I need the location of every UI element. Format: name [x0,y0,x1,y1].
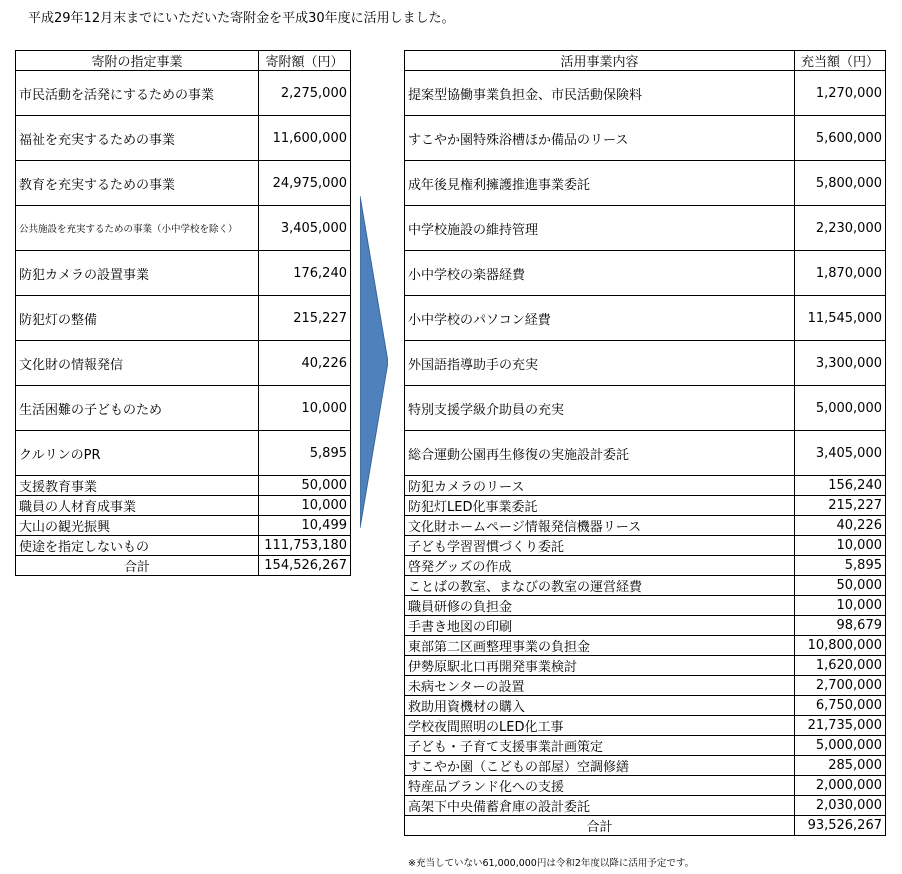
table-row [405,431,886,476]
project-name-cell: 成年後見権利擁護推進事業委託 [405,161,795,206]
project-name-cell: すこやか園特殊浴槽ほか備品のリース [405,116,795,161]
amount-cell: 5,895 [795,556,886,576]
table-row [405,116,886,161]
amount-cell: 3,405,000 [259,206,351,251]
donation-designated-table [15,50,351,576]
amount-cell: 111,753,180 [259,536,351,556]
amount-cell: 50,000 [795,576,886,596]
amount-cell: 5,600,000 [795,116,886,161]
project-name-cell: 東部第二区画整理事業の負担金 [405,636,795,656]
table-row [405,296,886,341]
total-label: 合計 [405,816,795,836]
project-name-cell: 学校夜間照明のLED化工事 [405,716,795,736]
table-row [405,556,886,576]
project-name-cell: 支援教育事業 [16,476,259,496]
table-row [16,556,351,576]
project-name-cell: 未病センターの設置 [405,676,795,696]
table-row [405,516,886,536]
project-name-cell: 職員の人材育成事業 [16,496,259,516]
table-row [16,536,351,556]
table-row [16,431,351,476]
amount-cell: 215,227 [259,296,351,341]
amount-cell: 5,800,000 [795,161,886,206]
project-name-cell: クルリンのPR [16,431,259,476]
project-name-cell: 防犯カメラのリース [405,476,795,496]
table-row [405,386,886,431]
table-row [16,116,351,161]
amount-cell: 5,000,000 [795,736,886,756]
project-name-cell: 啓発グッズの作成 [405,556,795,576]
amount-cell: 40,226 [795,516,886,536]
table-row [405,206,886,251]
table-row [405,676,886,696]
project-name-cell: 手書き地図の印刷 [405,616,795,636]
project-name-cell: 子ども学習習慣づくり委託 [405,536,795,556]
amount-cell: 10,000 [795,536,886,556]
table-row [405,251,886,296]
table-row [405,71,886,116]
column-header-allocated-amount: 充当額（円） [795,51,886,71]
amount-cell: 11,600,000 [259,116,351,161]
table-row [16,386,351,431]
project-name-cell: 大山の観光振興 [16,516,259,536]
amount-cell: 11,545,000 [795,296,886,341]
project-name-cell: 福祉を充実するための事業 [16,116,259,161]
project-name-cell: 防犯カメラの設置事業 [16,251,259,296]
table-row [16,206,351,251]
project-name-cell: 公共施設を充実するための事業（小中学校を除く） [16,206,259,251]
amount-cell: 10,000 [795,596,886,616]
table-row [405,476,886,496]
utilization-table [404,50,886,836]
column-header-utilization-project: 活用事業内容 [405,51,795,71]
project-name-cell: 特別支援学級介助員の充実 [405,386,795,431]
page-heading: 平成29年12月末までにいただいた寄附金を平成30年度に活用しました。 [28,11,455,26]
total-amount: 154,526,267 [259,556,351,576]
amount-cell: 10,499 [259,516,351,536]
project-name-cell: 職員研修の負担金 [405,596,795,616]
project-name-cell: 市民活動を活発にするための事業 [16,71,259,116]
amount-cell: 50,000 [259,476,351,496]
project-name-cell: 文化財の情報発信 [16,341,259,386]
table-header-row [405,51,886,71]
amount-cell: 98,679 [795,616,886,636]
table-row [405,496,886,516]
project-name-cell: ことばの教室、まなびの教室の運営経費 [405,576,795,596]
project-name-cell: すこやか園（こどもの部屋）空調修繕 [405,756,795,776]
table-row [405,776,886,796]
table-header-row [16,51,351,71]
table-row [16,341,351,386]
amount-cell: 176,240 [259,251,351,296]
table-row [405,796,886,816]
project-name-cell: 文化財ホームページ情報発信機器リース [405,516,795,536]
project-name-cell: 中学校施設の維持管理 [405,206,795,251]
amount-cell: 3,405,000 [795,431,886,476]
amount-cell: 10,800,000 [795,636,886,656]
project-name-cell: 外国語指導助手の充実 [405,341,795,386]
amount-cell: 10,000 [259,496,351,516]
column-header-donation-amount: 寄附額（円） [259,51,351,71]
table-row [405,716,886,736]
table-row [405,736,886,756]
footnote: ※充当していない61,000,000円は令和2年度以降に活用予定です。 [408,858,695,869]
table-row [405,341,886,386]
table-row [16,476,351,496]
table-row [16,496,351,516]
project-name-cell: 防犯灯LED化事業委託 [405,496,795,516]
amount-cell: 3,300,000 [795,341,886,386]
table-row [405,576,886,596]
amount-cell: 1,870,000 [795,251,886,296]
project-name-cell: 使途を指定しないもの [16,536,259,556]
amount-cell: 40,226 [259,341,351,386]
amount-cell: 1,270,000 [795,71,886,116]
project-name-cell: 生活困難の子どものため [16,386,259,431]
amount-cell: 1,620,000 [795,656,886,676]
amount-cell: 2,230,000 [795,206,886,251]
project-name-cell: 特産品ブランド化への支援 [405,776,795,796]
amount-cell: 2,275,000 [259,71,351,116]
project-name-cell: 救助用資機材の購入 [405,696,795,716]
amount-cell: 2,700,000 [795,676,886,696]
project-name-cell: 高架下中央備蓄倉庫の設計委託 [405,796,795,816]
table-row [405,636,886,656]
total-amount: 93,526,267 [795,816,886,836]
total-label: 合計 [16,556,259,576]
table-row [405,616,886,636]
table-row [16,296,351,341]
amount-cell: 21,735,000 [795,716,886,736]
arrow-right-icon [360,196,388,528]
amount-cell: 285,000 [795,756,886,776]
table-row [405,816,886,836]
amount-cell: 10,000 [259,386,351,431]
project-name-cell: 防犯灯の整備 [16,296,259,341]
amount-cell: 2,030,000 [795,796,886,816]
amount-cell: 2,000,000 [795,776,886,796]
table-row [405,161,886,206]
table-row [16,251,351,296]
table-row [405,756,886,776]
project-name-cell: 子ども・子育て支援事業計画策定 [405,736,795,756]
amount-cell: 156,240 [795,476,886,496]
table-row [405,596,886,616]
table-row [405,656,886,676]
amount-cell: 24,975,000 [259,161,351,206]
amount-cell: 215,227 [795,496,886,516]
table-row [16,516,351,536]
project-name-cell: 教育を充実するための事業 [16,161,259,206]
amount-cell: 5,895 [259,431,351,476]
table-row [405,696,886,716]
project-name-cell: 提案型協働事業負担金、市民活動保険料 [405,71,795,116]
project-name-cell: 総合運動公園再生修復の実施設計委託 [405,431,795,476]
amount-cell: 5,000,000 [795,386,886,431]
table-row [405,536,886,556]
table-row [16,71,351,116]
project-name-cell: 小中学校のパソコン経費 [405,296,795,341]
column-header-designated-project: 寄附の指定事業 [16,51,259,71]
project-name-cell: 小中学校の楽器経費 [405,251,795,296]
amount-cell: 6,750,000 [795,696,886,716]
table-row [16,161,351,206]
project-name-cell: 伊勢原駅北口再開発事業検討 [405,656,795,676]
